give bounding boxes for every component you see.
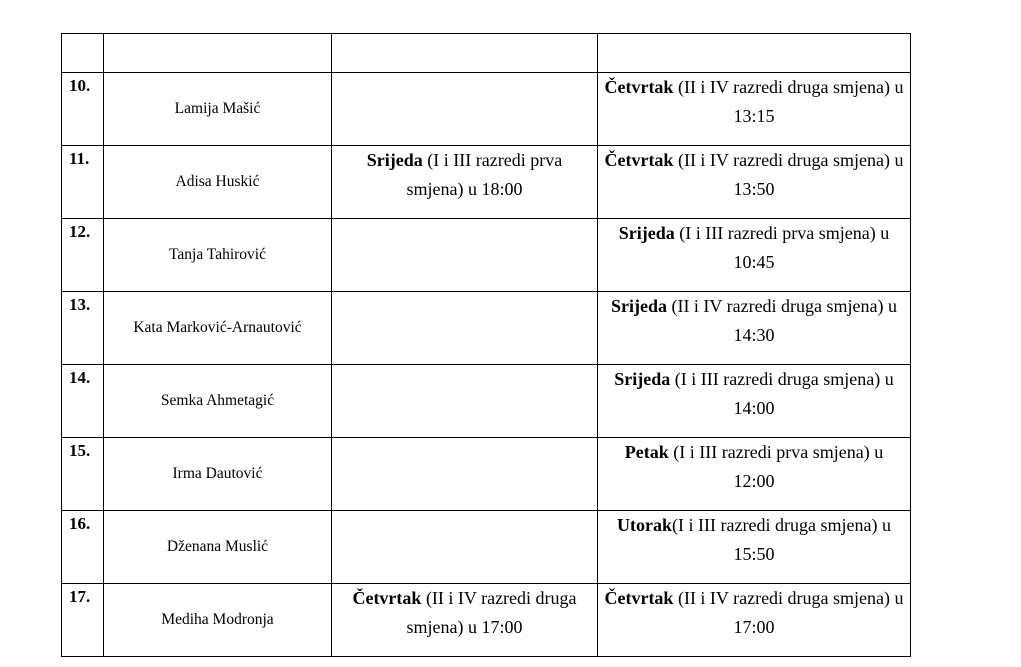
- schedule-middle-day: Četvrtak: [352, 588, 422, 608]
- teacher-name: Kata Marković-Arnautović: [104, 292, 332, 365]
- schedule-right-text: (I i III razredi prva smjena) u 10:45: [674, 223, 890, 272]
- header-cell-middle: [332, 34, 598, 73]
- teacher-name: Adisa Huskić: [104, 146, 332, 219]
- schedule-right: [598, 438, 911, 511]
- schedule-right-text: (II i IV razredi druga smjena) u 13:15: [673, 77, 904, 126]
- schedule-right-day: Srijeda: [610, 296, 667, 316]
- schedule-right-text: (I i III razredi druga smjena) u 15:50: [672, 515, 891, 564]
- schedule-right-text: (I i III razredi druga smjena) u 14:00: [670, 369, 894, 418]
- schedule-middle: [332, 146, 598, 219]
- header-cell-name: [104, 34, 332, 73]
- header-cell-number: [62, 34, 104, 73]
- schedule-right: [598, 146, 911, 219]
- schedule-right-day: Četvrtak: [604, 588, 674, 608]
- schedule-right: [598, 292, 911, 365]
- schedule-middle: [332, 292, 598, 365]
- schedule-middle: [332, 365, 598, 438]
- row-number: 13.: [62, 292, 104, 365]
- schedule-right-day: Utorak: [617, 515, 673, 535]
- row-number: 10.: [62, 73, 104, 146]
- schedule-table-body: [62, 34, 911, 657]
- teacher-name: Tanja Tahirović: [104, 219, 332, 292]
- table-row: [62, 219, 911, 292]
- schedule-right: [598, 584, 911, 657]
- schedule-right: [598, 73, 911, 146]
- schedule-right-day: Srijeda: [614, 369, 671, 389]
- schedule-right-day: Srijeda: [618, 223, 675, 243]
- teacher-name: Irma Dautović: [104, 438, 332, 511]
- schedule-right-text: (I i III razredi prva smjena) u 12:00: [668, 442, 884, 491]
- row-number: 17.: [62, 584, 104, 657]
- schedule-right-day: Petak: [624, 442, 669, 462]
- teacher-name: Semka Ahmetagić: [104, 365, 332, 438]
- row-number: 11.: [62, 146, 104, 219]
- schedule-middle: [332, 584, 598, 657]
- schedule-right-text: (II i IV razredi druga smjena) u 13:50: [673, 150, 904, 199]
- table-row: [62, 584, 911, 657]
- table-row: [62, 292, 911, 365]
- row-number: 15.: [62, 438, 104, 511]
- schedule-middle: [332, 219, 598, 292]
- row-number: 12.: [62, 219, 104, 292]
- teacher-name: Lamija Mašić: [104, 73, 332, 146]
- row-number: 14.: [62, 365, 104, 438]
- schedule-right-day: Četvrtak: [604, 77, 674, 97]
- schedule-right: [598, 511, 911, 584]
- schedule-table: [61, 33, 911, 657]
- schedule-right-text: (II i IV razredi druga smjena) u 14:30: [666, 296, 898, 345]
- table-row: [62, 511, 911, 584]
- schedule-middle: [332, 438, 598, 511]
- schedule-middle-text: (II i IV razredi druga smjena) u 17:00: [406, 588, 577, 637]
- schedule-right: [598, 219, 911, 292]
- teacher-name: Dženana Muslić: [104, 511, 332, 584]
- row-number: 16.: [62, 511, 104, 584]
- schedule-middle-text: (I i III razredi prva smjena) u 18:00: [406, 150, 563, 199]
- header-row: [62, 34, 911, 73]
- schedule-middle: [332, 73, 598, 146]
- table-row: [62, 365, 911, 438]
- table-row: [62, 73, 911, 146]
- schedule-right-text: (II i IV razredi druga smjena) u 17:00: [673, 588, 904, 637]
- schedule-right-day: Četvrtak: [604, 150, 674, 170]
- teacher-name: Mediha Modronja: [104, 584, 332, 657]
- table-row: [62, 438, 911, 511]
- header-cell-right: [598, 34, 911, 73]
- schedule-middle-day: Srijeda: [366, 150, 423, 170]
- schedule-right: [598, 365, 911, 438]
- table-row: [62, 146, 911, 219]
- schedule-middle: [332, 511, 598, 584]
